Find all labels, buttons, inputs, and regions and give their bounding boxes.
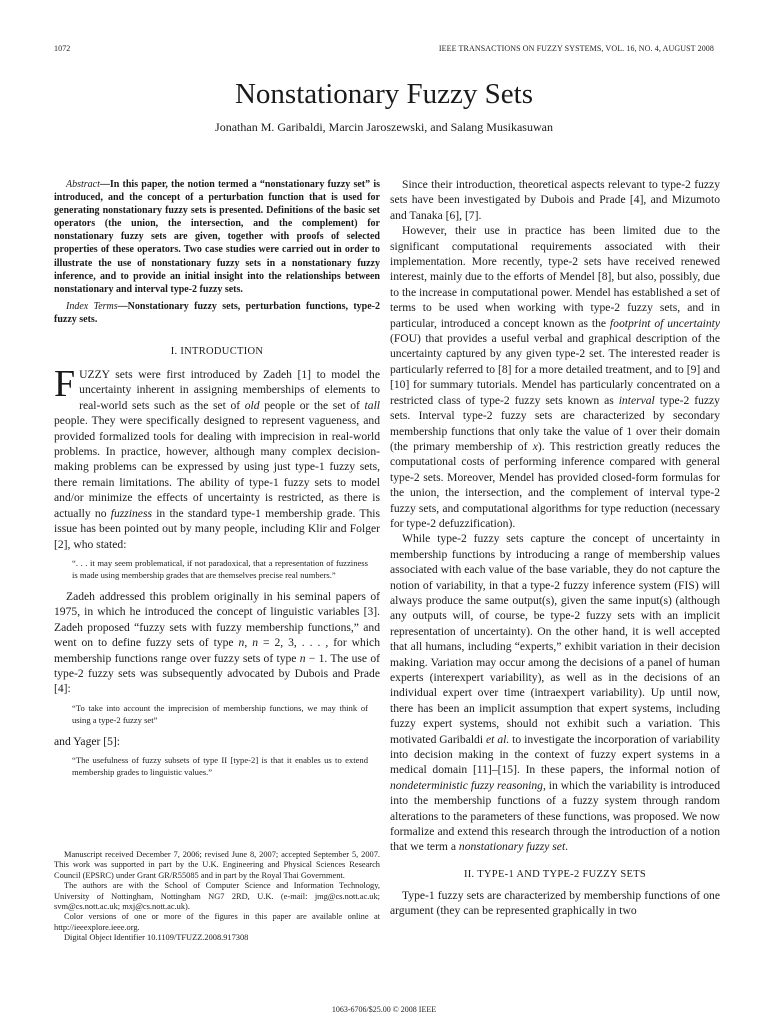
math-variable: n — [299, 651, 306, 665]
text-run: in the standard type-1 membership grade. This issue has been pointed out by many people, including Klir and Folger [2], who stated: — [54, 506, 380, 551]
text-run: . — [565, 840, 569, 854]
index-terms-text: Nonstationary fuzzy sets, perturbation functions, type-2 fuzzy sets. — [54, 300, 380, 325]
abstract-text: In this paper, the notion termed a “nonstationary fuzzy set” is introduced, and the concept of a perturbation function that is used for generating nonstationary fuzzy sets is presented. Definitions of the basic set operators (the union, the intersection, and the complement) for nonstationary fuzzy sets are given, together with proofs of selected properties of these operators. Two case studies were carried out in order to illustrate the use of nonstationary fuzzy sets in a nonstationary fuzzy inference, and to provide an initial insight into the relationships between nonstationary and interval type-2 fuzzy sets. — [54, 179, 380, 295]
text-run: people or the set of — [259, 398, 365, 412]
text-run: − 1. The use of type-2 fuzzy sets was subsequently advocated by Dubois and Prade [4]: — [54, 651, 380, 696]
text-run: While type-2 fuzzy sets capture the concept of uncertainty in membership functions by introducing a range of membership values associated with each value of the base variable, they do not capture the notion of variability, in that a type-2 fuzzy inference system (FIS) will always produce the same output(s), given the same input(s) (although any outputs will, of course, be type-2 fuzzy sets with an implicit representation of uncertainty). On the other hand, it is well accepted that all humans, including “experts,” exhibit variation in their decision making. Variation may occur among the decisions of a panel of human experts (interexpert variability), as well as in the decisions of an individual expert over time (intraexpert variability). Up until now, there has been an implicit assumption that expert systems, including fuzzy expert systems, should not exhibit such a variation. This motivated Garibaldi — [390, 532, 720, 746]
index-terms — [54, 300, 380, 326]
text-run: type-2 fuzzy sets. Interval type-2 fuzzy sets are characterized by secondary membership functions that only take the value of 1 over their domain (the primary membership of — [390, 393, 720, 453]
text-run: UZZY sets were first introduced by Zadeh [1] to model the uncertainty inherent in assigning memberships of elements to real-world sets such as the set of — [79, 368, 380, 412]
text-run: , in which the variability is introduced into the membership functions of a fuzzy system through random alterations to the parameters of these functions, was proposed. We now formalize and extend this research through the introduction of a notion that we term a — [390, 778, 720, 854]
italic-run: fuzziness — [110, 506, 152, 520]
text-run: ). This restriction greatly reduces the computational costs of performing inference compared with general type-2 sets. Moreover, Mendel has provided closed-form formulas for the union, the intersection, and the complement of interval type-2 fuzzy sets, and computational algorithms for type reduction (necessary for type-2 defuzzification). — [390, 439, 720, 530]
footnote-manuscript: Manuscript received December 7, 2006; revised June 8, 2007; accepted September 5, 2007. This work was supported in part by the U.K. Engineering and Physical Sciences Research Council (EPSRC) under Grant GR/R55085 and in part by the Royal Thai Government. — [54, 850, 380, 880]
section-heading-type1-type2: II. TYPE-1 AND TYPE-2 FUZZY SETS — [463, 868, 647, 880]
copyright-footer: 1063-6706/$25.00 © 2008 IEEE — [331, 1005, 437, 1014]
section-heading-introduction: I. INTRODUCTION — [170, 346, 264, 358]
math-variable: n — [238, 636, 245, 650]
text-run: = 2, 3, . . . , for which membership functions range over fuzzy sets of type — [54, 636, 380, 665]
authors: Jonathan M. Garibaldi, Marcin Jaroszewski, and Salang Musikasuwan — [215, 120, 553, 134]
footnote-color: Color versions of one or more of the figures in this paper are available online at http://ieeexplore.ieee.org. — [54, 912, 380, 932]
quote-yager: “The usefulness of fuzzy subsets of type II [type-2] is that it enables us to extend membership grades to linguistic values.” — [72, 755, 368, 778]
footnote — [54, 850, 380, 944]
italic-run: nonstationary fuzzy set — [458, 840, 566, 854]
text-run: , — [244, 636, 253, 650]
right-paragraph-3 — [390, 531, 720, 855]
index-terms-dash: — — [117, 300, 128, 312]
footnote-affiliation: The authors are with the School of Computer Science and Information Technology, University of Nottingham, Nottingham NG7 2RD, U.K. (e-mail: jmg@cs.nott.ac.uk; svm@cs.nott.ac.uk; mxj@cs.nott.ac.uk). — [54, 881, 380, 912]
quote-klir-folger: “. . . it may seem problematical, if not paradoxical, that a representation of fuzziness is made using membership grades that are themselves precise real numbers.” — [72, 557, 368, 580]
right-paragraph-2 — [390, 223, 720, 531]
math-variable: n — [252, 636, 258, 650]
text-run: to investigate the incorporation of variability into decision making in the context of fuzzy expert systems in a medical domain [11]–[15]. In these papers, the informal notion of — [390, 732, 720, 777]
text-run: Zadeh addressed this problem originally in his seminal papers of 1975, in which he introduced the concept of linguistic variables [3]. Zadeh proposed “fuzzy sets with fuzzy membership functions,” and went on to define fuzzy sets of type — [54, 589, 380, 650]
index-terms-label: Index Terms — [66, 300, 118, 312]
abstract — [54, 178, 380, 296]
intro-paragraph-3: and Yager [5]: — [54, 734, 121, 748]
intro-paragraph-1 — [54, 363, 381, 552]
drop-cap: F — [54, 363, 76, 406]
right-paragraph-4: Type-1 fuzzy sets are characterized by membership functions of one argument (they can be represented graphically in two — [390, 888, 720, 918]
right-paragraph-1: Since their introduction, theoretical aspects relevant to type-2 fuzzy sets have been investigated by Dubois and Prade [4], and Mizumoto and Tanaka [6], [7]. — [390, 178, 720, 222]
italic-run: nondeterministic fuzzy reasoning — [390, 778, 543, 792]
text-run: However, their use in practice has been limited due to the significant computational requirements associated with their implementation. More recently, type-2 sets have received renewed interest, mainly due to the efforts of Mendel [8], but also, possibly, due to the increase in computational power. Mendel has established a set of terms to be used when working with type-2 fuzzy sets, and in particular, introduced a concept known as the — [390, 224, 720, 330]
footnote-doi: Digital Object Identifier 10.1109/TFUZZ.2008.917308 — [64, 933, 249, 943]
abstract-label: Abstract — [66, 179, 100, 190]
paper-title: Nonstationary Fuzzy Sets — [234, 78, 533, 110]
left-column — [54, 178, 380, 786]
text-run: people. They were specifically designed to represent vagueness, and provided formalized tools for dealing with imprecision in real-world problems. In practice, however, although many complex decision-making problems can be expressed by using just type-1 fuzzy sets, there remain limitations. The ability of type-1 fuzzy sets to model and/or minimize the effects of uncertainty is restricted, as there is actually no — [54, 414, 380, 520]
quote-dubois-prade: “To take into account the imprecision of membership functions, we may think of using a type-2 fuzzy set” — [72, 702, 368, 725]
journal-header: IEEE TRANSACTIONS ON FUZZY SYSTEMS, VOL. 16, NO. 4, AUGUST 2008 — [438, 44, 714, 53]
intro-paragraph-2 — [54, 589, 380, 697]
right-column — [390, 177, 720, 919]
abstract-dash: — — [99, 179, 110, 190]
italic-run: footprint of uncertainty — [609, 316, 721, 330]
italic-run: tall — [364, 398, 381, 412]
italic-run: old — [244, 398, 260, 412]
math-variable: x — [532, 439, 538, 453]
text-run: (FOU) that provides a useful verbal and graphical description of the uncertainty captured by any given type-2 set. The interested reader is particularly referred to [8] for a more detailed treatment, and to [9] and [10] for summary tutorials. Mendel has particularly concentrated on a restricted class of type-2 fuzzy sets known as — [390, 332, 720, 407]
page-number: 1072 — [54, 44, 71, 53]
italic-run: interval — [618, 393, 655, 407]
italic-run: et al. — [486, 732, 510, 746]
